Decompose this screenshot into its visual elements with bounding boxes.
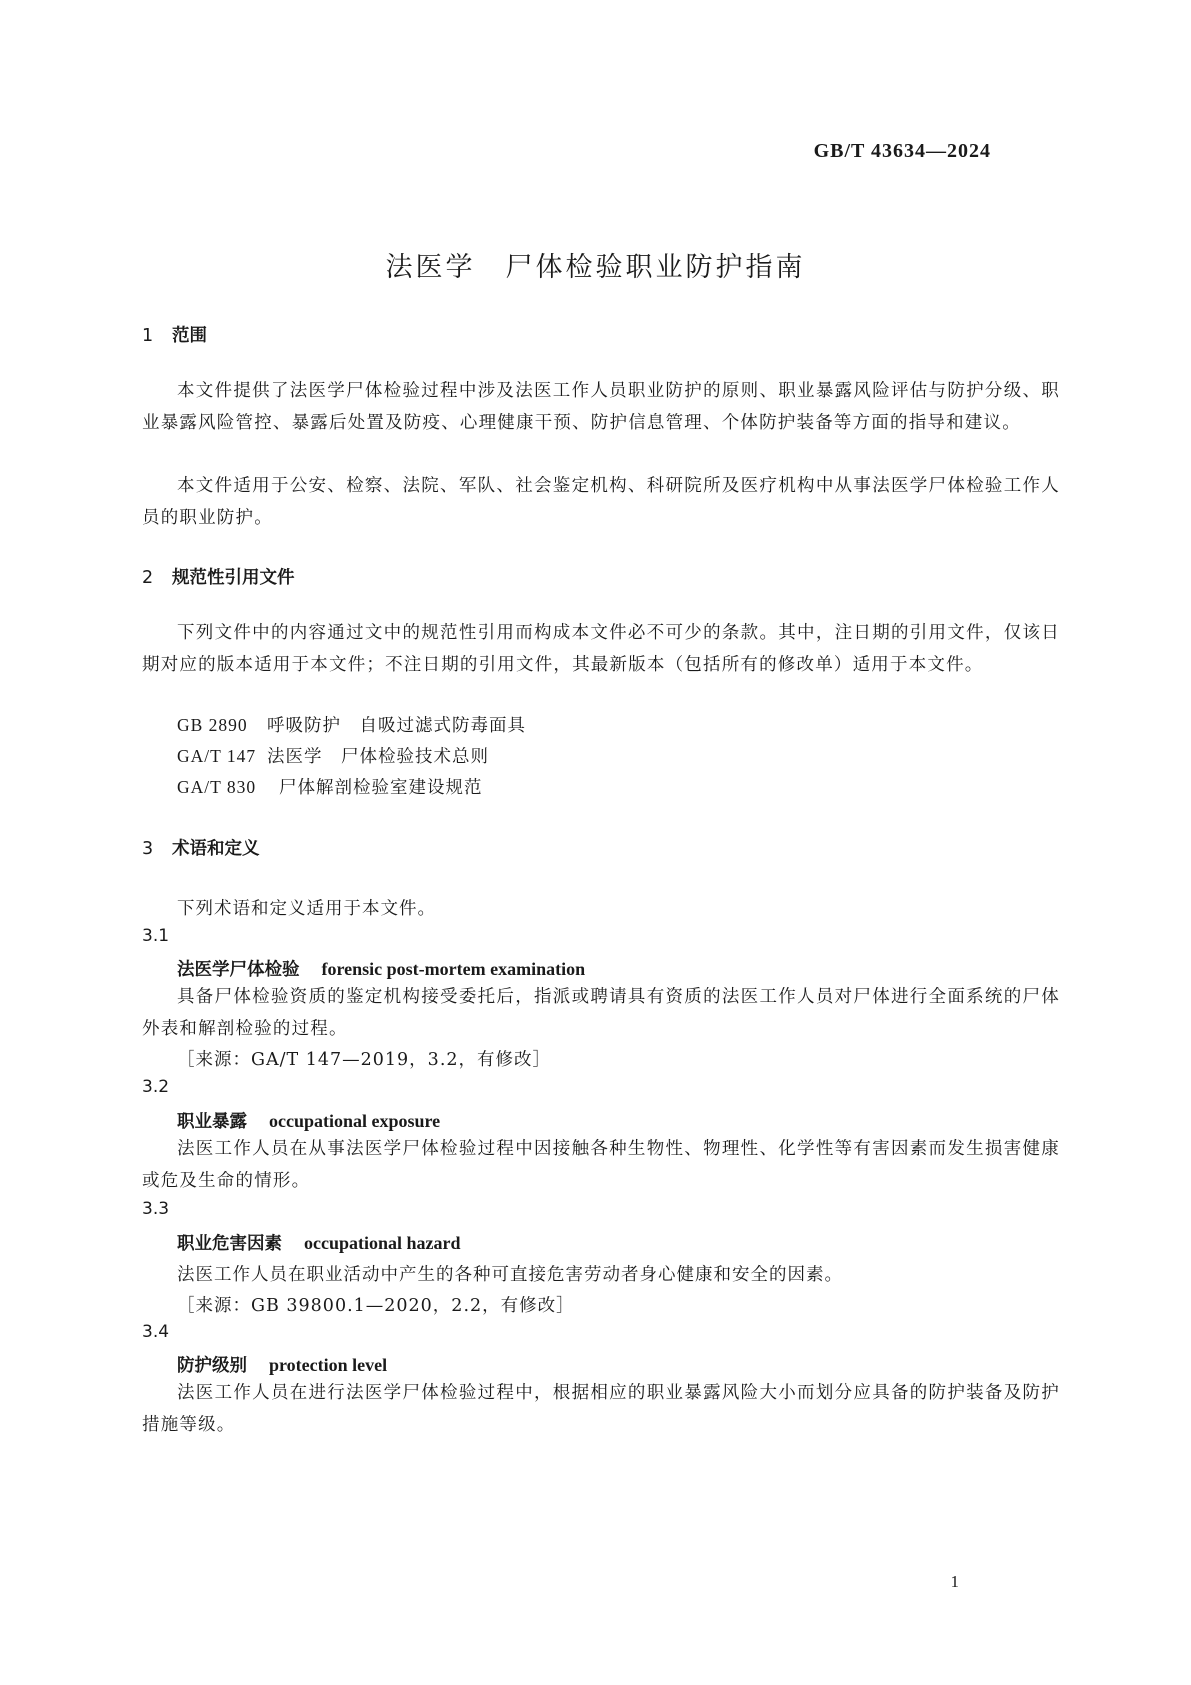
term-en: occupational hazard <box>304 1233 461 1253</box>
section-number: 2 <box>142 568 154 588</box>
reference-code: GA/T 147 <box>177 746 257 766</box>
section-heading-scope <box>142 322 207 347</box>
references-paragraph: 下列文件中的内容通过文中的规范性引用而构成本文件必不可少的条款。其中，注日期的引用文件，仅该日期对应的版本适用于本文件；不注日期的引用文件，其最新版本（包括所有的修改单）适用于本文件。 <box>142 623 1060 675</box>
section-heading-normative-references <box>142 564 295 589</box>
term-number: 3.3 <box>142 1199 170 1219</box>
section-title: 规范性引用文件 <box>172 568 295 588</box>
scope-paragraph-2: 本文件适用于公安、检察、法院、军队、社会鉴定机构、科研院所及医疗机构中从事法医学尸体检验工作人员的职业防护。 <box>142 476 1060 528</box>
section-number: 3 <box>142 839 154 859</box>
term-source: ［来源：GB 39800.1—2020，2.2，有修改］ <box>177 1296 575 1316</box>
reference-code: GA/T 830 <box>177 777 257 797</box>
reference-item <box>177 774 483 799</box>
term-definition: 法医工作人员在从事法医学尸体检验过程中因接触各种生物性、物理性、化学性等有害因素而发生损害健康或危及生命的情形。 <box>142 1139 1060 1191</box>
term-en: forensic post-mortem examination <box>321 959 586 979</box>
section-heading-terms-definitions <box>142 835 260 860</box>
term-definition: 法医工作人员在职业活动中产生的各种可直接危害劳动者身心健康和安全的因素。 <box>177 1265 843 1285</box>
term-zh: 职业危害因素 <box>177 1234 282 1254</box>
term-number: 3.2 <box>142 1077 170 1097</box>
term-heading <box>177 1108 440 1133</box>
title-part2: 尸体检验职业防护指南 <box>505 252 806 283</box>
term-number: 3.1 <box>142 926 170 946</box>
term-zh: 防护级别 <box>177 1356 247 1376</box>
term-en: protection level <box>269 1355 388 1375</box>
reference-item <box>177 743 489 768</box>
page-title <box>0 245 1191 284</box>
reference-title: 呼吸防护 自吸过滤式防毒面具 <box>267 716 526 736</box>
term-number: 3.4 <box>142 1322 170 1342</box>
term-zh: 职业暴露 <box>177 1112 247 1132</box>
standard-code: GB/T 43634—2024 <box>813 140 991 162</box>
section-title: 术语和定义 <box>172 839 260 859</box>
reference-title: 尸体解剖检验室建设规范 <box>279 778 483 798</box>
title-part1: 法医学 <box>385 252 476 283</box>
reference-item <box>177 712 526 737</box>
reference-code: GB 2890 <box>177 715 248 735</box>
term-en: occupational exposure <box>269 1111 441 1131</box>
term-heading <box>177 1352 387 1377</box>
term-definition: 法医工作人员在进行法医学尸体检验过程中，根据相应的职业暴露风险大小而划分应具备的防护装备及防护措施等级。 <box>142 1383 1060 1435</box>
section-number: 1 <box>142 326 154 346</box>
page-number: 1 <box>950 1572 959 1591</box>
reference-title: 法医学 尸体检验技术总则 <box>267 747 489 767</box>
term-heading <box>177 1230 461 1255</box>
term-source: ［来源：GA/T 147—2019，3.2，有修改］ <box>177 1050 552 1070</box>
terms-intro: 下列术语和定义适用于本文件。 <box>177 899 436 919</box>
term-definition: 具备尸体检验资质的鉴定机构接受委托后，指派或聘请具有资质的法医工作人员对尸体进行全面系统的尸体外表和解剖检验的过程。 <box>142 987 1060 1039</box>
term-zh: 法医学尸体检验 <box>177 960 300 980</box>
section-title: 范围 <box>172 326 207 346</box>
term-heading <box>177 956 585 981</box>
scope-paragraph-1: 本文件提供了法医学尸体检验过程中涉及法医工作人员职业防护的原则、职业暴露风险评估与防护分级、职业暴露风险管控、暴露后处置及防疫、心理健康干预、防护信息管理、个体防护装备等方面的指导和建议。 <box>142 381 1060 433</box>
